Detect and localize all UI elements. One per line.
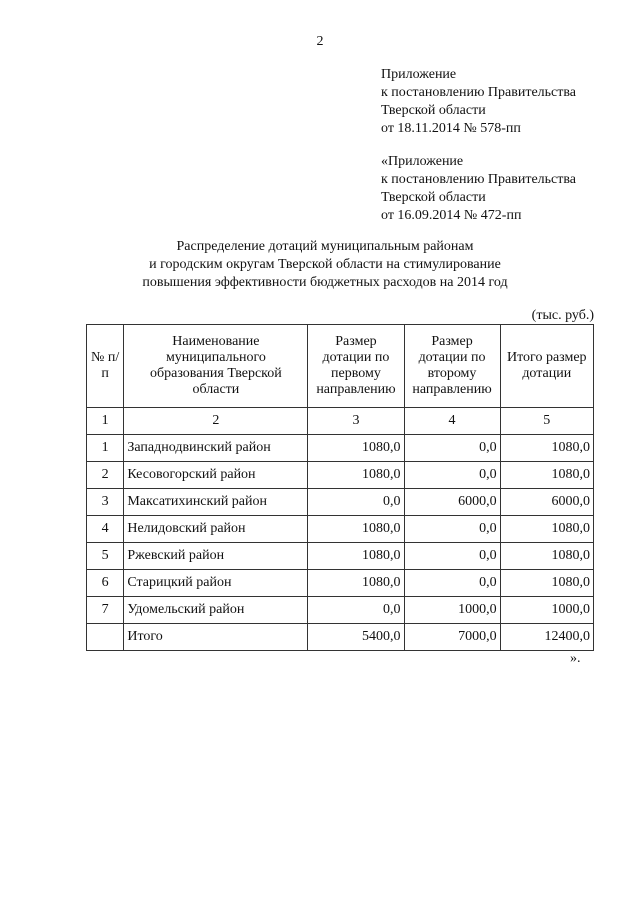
units-label: (тыс. руб.) bbox=[531, 308, 594, 323]
table-row bbox=[87, 570, 594, 597]
column-number: 4 bbox=[404, 408, 500, 435]
table-row bbox=[87, 462, 594, 489]
first-direction-value: 1080,0 bbox=[308, 543, 404, 570]
total-label: Итого bbox=[124, 624, 308, 651]
second-direction-value: 0,0 bbox=[404, 516, 500, 543]
column-number: 2 bbox=[124, 408, 308, 435]
row-number: 2 bbox=[87, 462, 124, 489]
municipality-name: Старицкий район bbox=[124, 570, 308, 597]
second-direction-value: 1000,0 bbox=[404, 597, 500, 624]
second-direction-value: 0,0 bbox=[404, 543, 500, 570]
column-number: 3 bbox=[308, 408, 404, 435]
row-number: 7 bbox=[87, 597, 124, 624]
first-direction-total: 5400,0 bbox=[308, 624, 404, 651]
table-row bbox=[87, 597, 594, 624]
appendix-header bbox=[381, 66, 576, 138]
first-direction-value: 1080,0 bbox=[308, 516, 404, 543]
column-number-row bbox=[87, 408, 594, 435]
first-direction-value: 1080,0 bbox=[308, 570, 404, 597]
appendix-line: Приложение bbox=[381, 67, 457, 82]
first-direction-value: 1080,0 bbox=[308, 462, 404, 489]
table-row bbox=[87, 516, 594, 543]
table-header-row bbox=[87, 325, 594, 408]
closing-quote-mark: ». bbox=[570, 651, 581, 666]
title-line: повышения эффективности бюджетных расходов на 2014 год bbox=[142, 275, 508, 290]
total-value: 1080,0 bbox=[500, 516, 593, 543]
total-value: 1000,0 bbox=[500, 597, 593, 624]
appendix-line: от 18.11.2014 № 578-пп bbox=[381, 121, 521, 136]
row-number: 5 bbox=[87, 543, 124, 570]
table-row bbox=[87, 543, 594, 570]
total-value: 1080,0 bbox=[500, 570, 593, 597]
municipality-name: Западнодвинский район bbox=[124, 435, 308, 462]
municipality-name: Максатихинский район bbox=[124, 489, 308, 516]
title-line: и городским округам Тверской области на стимулирование bbox=[149, 257, 501, 272]
page-number: 2 bbox=[316, 34, 324, 49]
second-direction-total: 7000,0 bbox=[404, 624, 500, 651]
first-direction-value: 1080,0 bbox=[308, 435, 404, 462]
municipality-name: Удомельский район bbox=[124, 597, 308, 624]
prior-appendix-line: от 16.09.2014 № 472-пп bbox=[381, 208, 522, 223]
appendix-line: Тверской области bbox=[381, 103, 486, 118]
total-value: 1080,0 bbox=[500, 435, 593, 462]
prior-appendix-header bbox=[381, 153, 576, 225]
row-number: 1 bbox=[87, 435, 124, 462]
total-value: 1080,0 bbox=[500, 462, 593, 489]
second-direction-value: 6000,0 bbox=[404, 489, 500, 516]
prior-appendix-line: к постановлению Правительства bbox=[381, 172, 577, 187]
header-second-direction: Размер дотации по второму направлению bbox=[404, 325, 500, 408]
document-title bbox=[90, 238, 560, 292]
appendix-line: к постановлению Правительства bbox=[381, 85, 577, 100]
header-first-direction: Размер дотации по первому направлению bbox=[308, 325, 404, 408]
grand-total: 12400,0 bbox=[500, 624, 593, 651]
scan-edge-artifact bbox=[370, 0, 620, 3]
municipality-name: Кесовогорский район bbox=[124, 462, 308, 489]
first-direction-value: 0,0 bbox=[308, 489, 404, 516]
first-direction-value: 0,0 bbox=[308, 597, 404, 624]
table-row bbox=[87, 489, 594, 516]
total-row bbox=[87, 624, 594, 651]
row-number: 6 bbox=[87, 570, 124, 597]
municipality-name: Ржевский район bbox=[124, 543, 308, 570]
second-direction-value: 0,0 bbox=[404, 570, 500, 597]
municipality-name: Нелидовский район bbox=[124, 516, 308, 543]
table-row bbox=[87, 435, 594, 462]
prior-appendix-line: «Приложение bbox=[381, 154, 464, 169]
total-value: 1080,0 bbox=[500, 543, 593, 570]
column-number: 5 bbox=[500, 408, 593, 435]
total-value: 6000,0 bbox=[500, 489, 593, 516]
title-line: Распределение дотаций муниципальным районам bbox=[176, 239, 474, 254]
row-number bbox=[87, 624, 124, 651]
column-number: 1 bbox=[87, 408, 124, 435]
subsidy-table bbox=[86, 324, 594, 651]
row-number: 3 bbox=[87, 489, 124, 516]
second-direction-value: 0,0 bbox=[404, 435, 500, 462]
header-number: № п/п bbox=[87, 325, 124, 408]
second-direction-value: 0,0 bbox=[404, 462, 500, 489]
header-municipality: Наименование муниципального образования Тверской области bbox=[124, 325, 308, 408]
header-total: Итого размер дотации bbox=[500, 325, 593, 408]
row-number: 4 bbox=[87, 516, 124, 543]
prior-appendix-line: Тверской области bbox=[381, 190, 486, 205]
